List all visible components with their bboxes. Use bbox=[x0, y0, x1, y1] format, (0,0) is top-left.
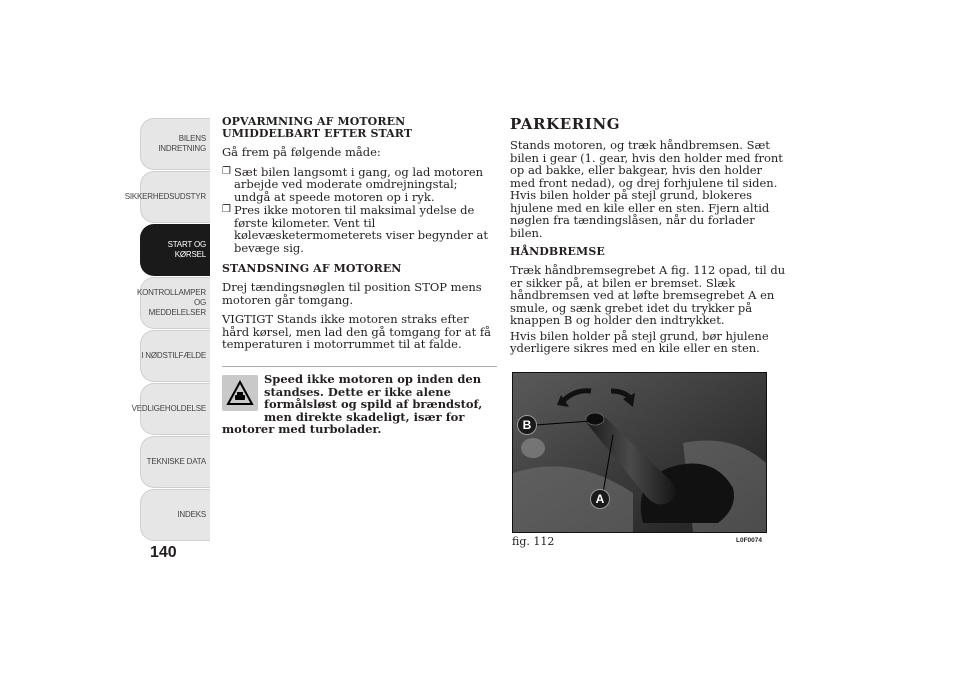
tab-label: KONTROLLAMPER OG MEDDELELSER bbox=[137, 288, 206, 317]
figure-caption: fig. 112 bbox=[512, 535, 555, 548]
tab-vedligeholdelse[interactable] bbox=[131, 383, 210, 435]
section-heading-stop: STANDSNING AF MOTOREN bbox=[222, 262, 402, 275]
warning-triangle-icon bbox=[222, 375, 258, 411]
figure-label-a: A bbox=[590, 489, 610, 509]
tab-label: I NØDSTILFÆLDE bbox=[141, 351, 206, 360]
tab-bilens-indretning[interactable] bbox=[140, 118, 210, 170]
section-title-parking: PARKERING bbox=[510, 115, 621, 133]
tab-kontrollamper[interactable] bbox=[137, 277, 210, 329]
checkbox-bullet-icon: ❒ bbox=[222, 204, 231, 215]
left-column bbox=[222, 116, 497, 358]
handbrake-illustration bbox=[513, 373, 766, 532]
figure-label-b: B bbox=[517, 415, 537, 435]
list-item bbox=[222, 166, 497, 204]
handbrake-paragraph: Træk håndbremsegrebet A fig. 112 opad, til du er sikker på, at bilen er bremset. Slæk håndbremsen ved at løfte bremsegrebet A en smule, og sænk grebet idet du trykker på knappen B og holder den indtrykket. bbox=[510, 263, 786, 327]
warning-box bbox=[222, 366, 497, 436]
checkbox-bullet-icon: ❒ bbox=[222, 165, 231, 177]
section-heading-warmup: OPVARMNING AF MOTOREN UMIDDELBART EFTER START bbox=[222, 115, 413, 140]
tab-label: INDEKS bbox=[177, 510, 206, 519]
tab-start-og-korsel[interactable] bbox=[140, 224, 210, 276]
handbrake-figure bbox=[512, 372, 767, 533]
page-number: 140 bbox=[150, 544, 177, 561]
tab-label: BILENS INDRETNING bbox=[158, 134, 206, 153]
parking-paragraph: Stands motoren, og træk håndbremsen. Sæt bilen i gear (1. gear, hvis den holder med front op ad bakke, eller bakgear, hvis den holder med front nedad), og drej forhjulene til siden. Hvis bilen holder på stejl grund, blokeres hjulene med en kile eller en sten. Fjern altid nøglen fra tændingslåsen, når du forlader bilen. bbox=[510, 138, 783, 240]
bullet-list bbox=[222, 166, 497, 255]
warning-text: Speed ikke motoren op inden den standses. Dette er ikke alene formålsløst og spild af brændstof, men direkte skadeligt, især for motorer med turbolader. bbox=[222, 372, 483, 436]
tab-label: VEDLIGEHOLDELSE bbox=[131, 404, 206, 413]
section-heading-handbrake: HÅNDBREMSE bbox=[510, 245, 605, 258]
bullet-text: Sæt bilen langsomt i gang, og lad motoren arbejde ved moderate omdrejningstal; undgå at speede motoren op i ryk. bbox=[234, 164, 484, 204]
list-item bbox=[222, 204, 497, 254]
steep-ground-paragraph: Hvis bilen holder på stejl grund, bør hjulene yderligere sikres med en kile eller en sten. bbox=[510, 328, 769, 355]
intro-text: Gå frem på følgende måde: bbox=[222, 145, 381, 159]
tab-label: SIKKERHEDSUDSTYR bbox=[124, 192, 206, 201]
important-paragraph: VIGTIGT Stands ikke motoren straks efter hård kørsel, men lad den gå tomgang for at få temperaturen i motorrummet til at falde. bbox=[222, 312, 491, 351]
figure-code: L0F0074 bbox=[736, 537, 763, 544]
bullet-text: Pres ikke motoren til maksimal ydelse de første kilometer. Vent til kølevæsketermometerets viser begynder at bevæge sig. bbox=[234, 203, 488, 255]
tab-label: TEKNISKE DATA bbox=[146, 457, 206, 466]
tab-i-nodstilfaelde[interactable] bbox=[140, 330, 210, 382]
tab-indeks[interactable] bbox=[140, 489, 210, 541]
right-column bbox=[510, 116, 790, 362]
tab-label: START OG KØRSEL bbox=[167, 240, 206, 259]
stop-paragraph: Drej tændingsnøglen til position STOP mens motoren går tomgang. bbox=[222, 280, 482, 307]
tab-tekniske-data[interactable] bbox=[140, 436, 210, 488]
tab-sikkerhedsudstyr[interactable] bbox=[124, 171, 210, 223]
